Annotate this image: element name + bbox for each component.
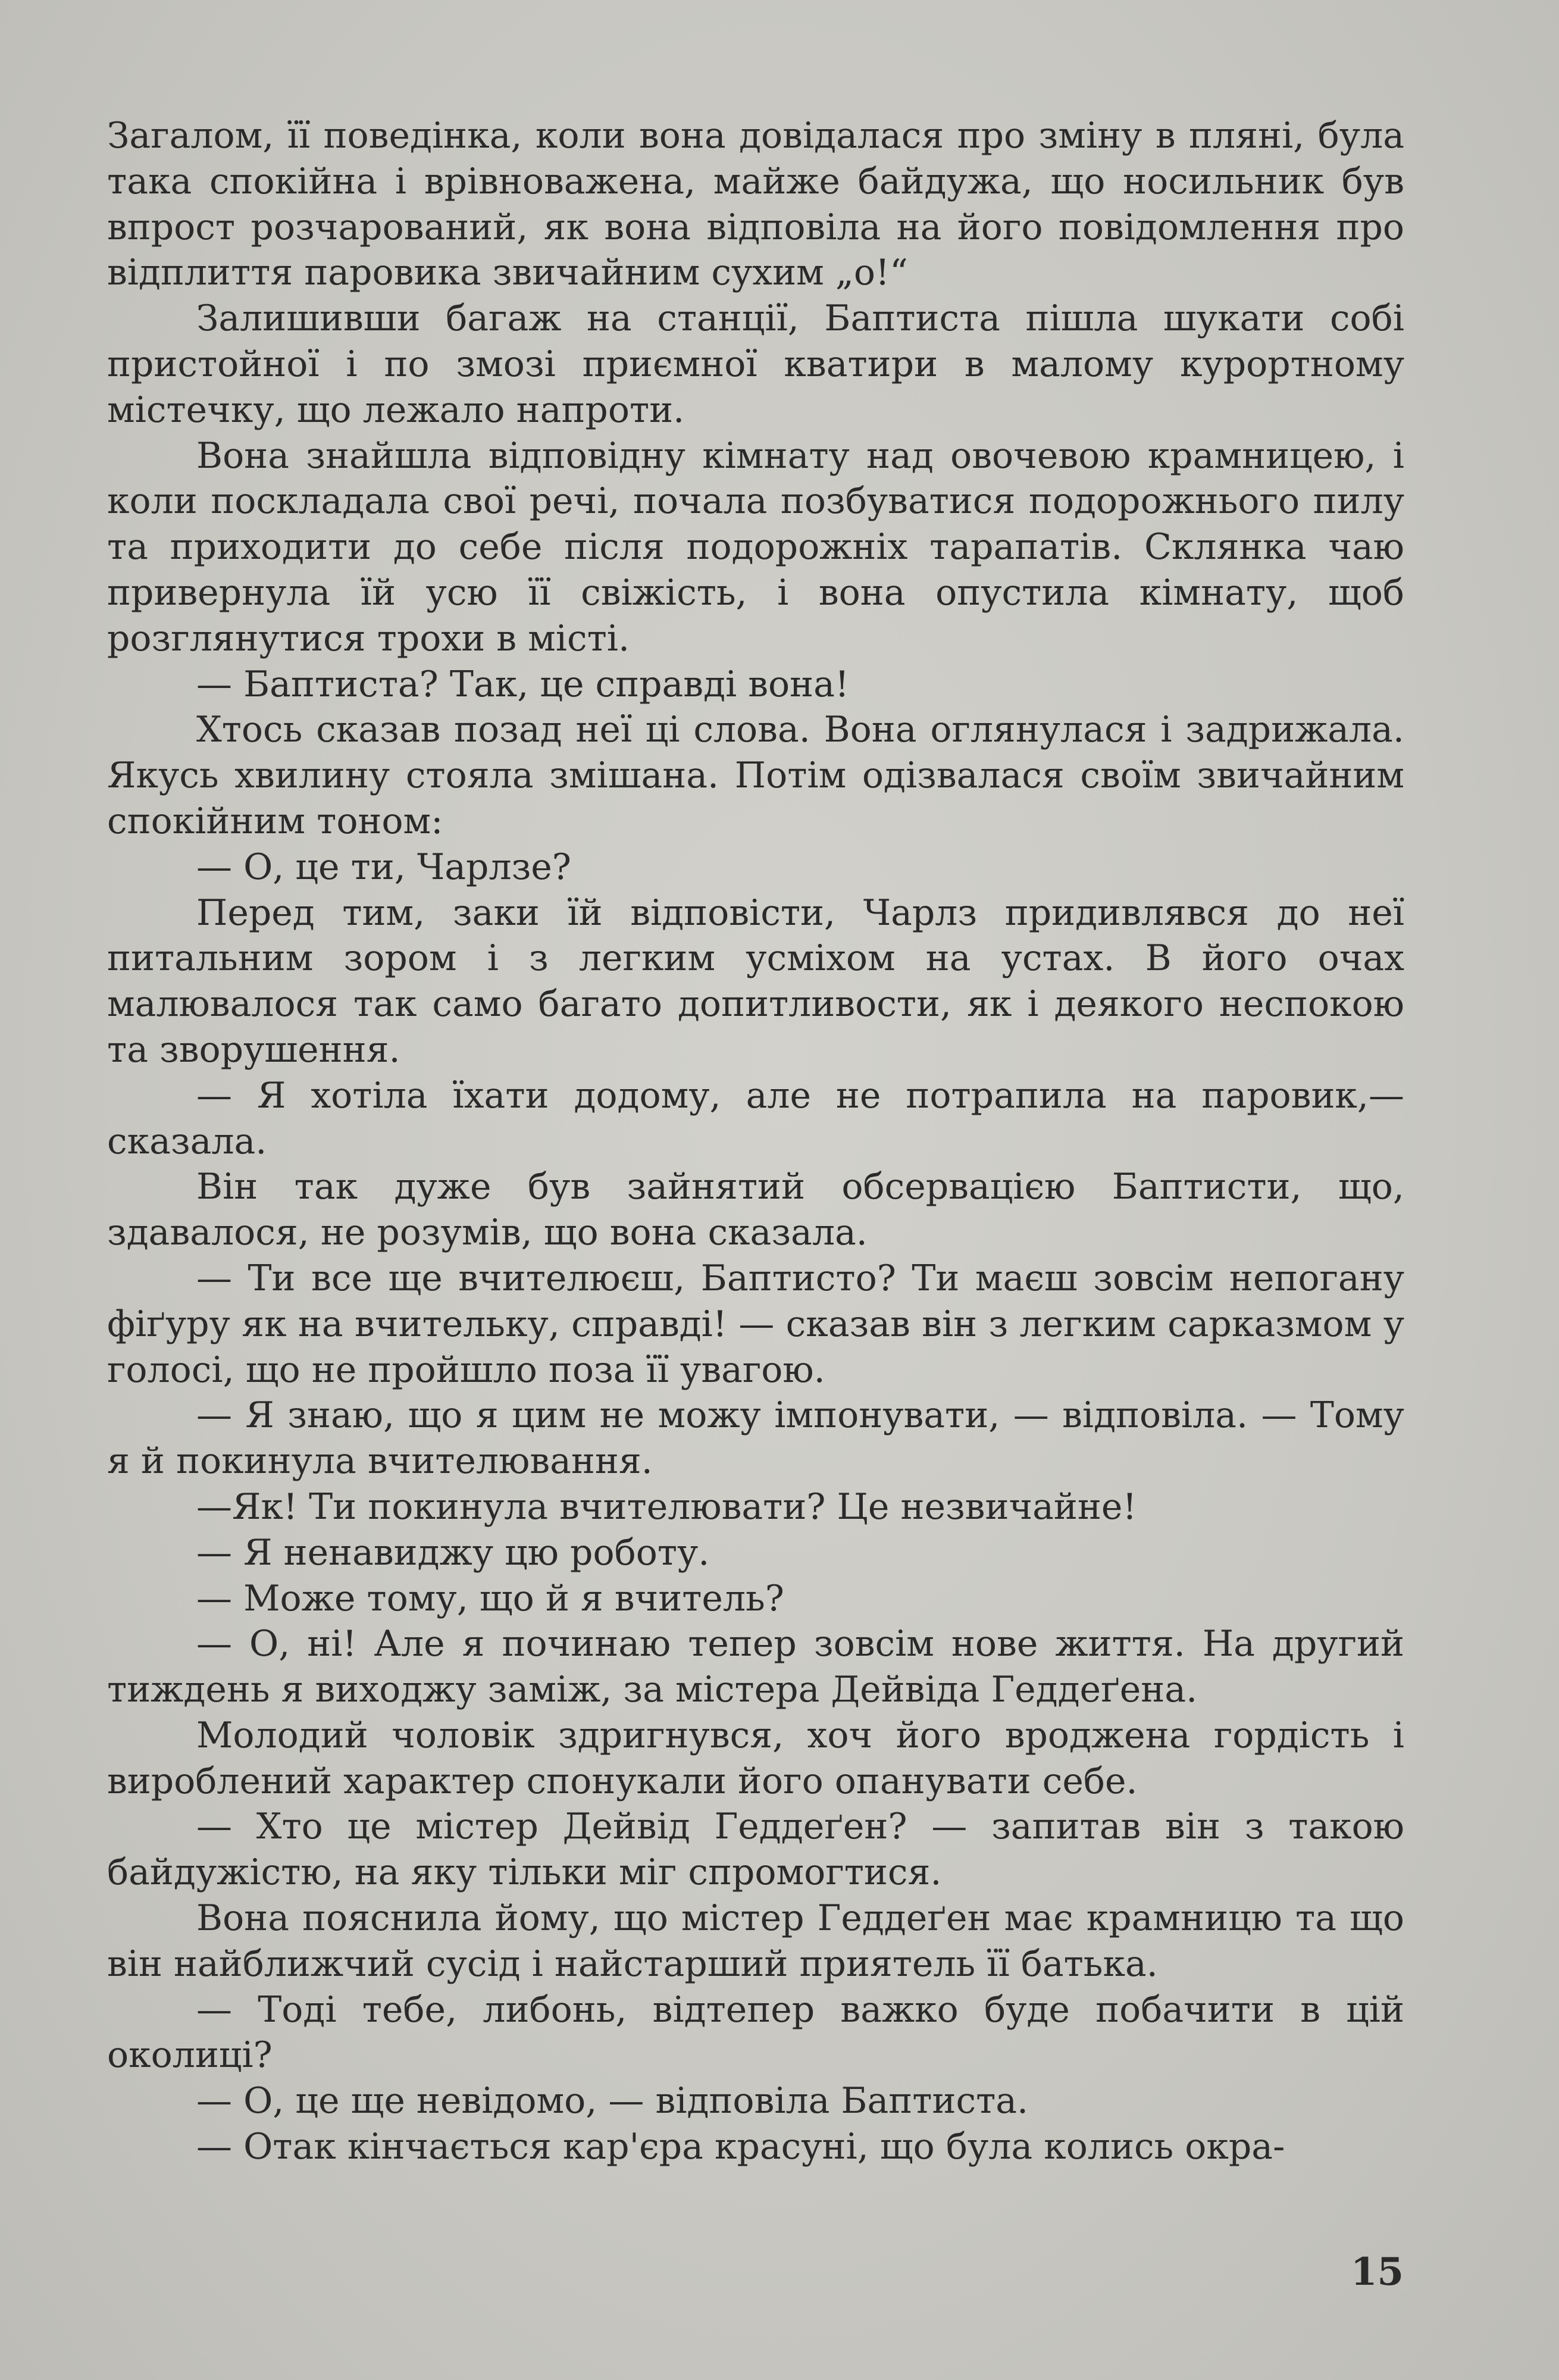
page-body-text	[107, 113, 1404, 2170]
paragraph: — О, ні! Але я починаю тепер зовсім нове життя. На другий тиждень я виходжу заміж, за містера Дейвіда Геддеґена.	[107, 1623, 1404, 1711]
paragraph: — Ти все ще вчителюєш, Баптисто? Ти маєш зовсім непогану фіґуру як на вчительку, справді! — сказав він з легким сарказмом у голосі, що не пройшло поза її увагою.	[107, 1257, 1404, 1391]
paragraph: — Я хотіла їхати додому, але не потрапила на паровик,— сказала.	[107, 1074, 1404, 1162]
page-number: 15	[1351, 2250, 1404, 2294]
paragraph: — Тоді тебе, либонь, відтепер важко буде побачити в цій околиці?	[107, 1988, 1404, 2076]
paragraph: — О, це ще невідомо, — відповіла Баптиста.	[196, 2080, 1029, 2122]
paragraph: — Отак кінчається кар'єра красуні, що була колись окра-	[196, 2126, 1285, 2168]
paragraph: —Як! Ти покинула вчителювати? Це незвичайне!	[196, 1485, 1137, 1528]
paragraph: — Може тому, що й я вчитель?	[196, 1577, 784, 1619]
paragraph: Загалом, її поведінка, коли вона довідалася про зміну в пляні, була така спокійна і врівноважена, майже байдужа, що носильник був впрост розчарований, як вона відповіла на його повідомлення про відплиття паровика звичайним сухим „о!“	[107, 115, 1404, 294]
paragraph: Залишивши багаж на станції, Баптиста пішла шукати собі пристойної і по змозі приємної кватири в малому курортному містечку, що лежало напроти.	[107, 298, 1404, 431]
paragraph: Вона пояснила йому, що містер Геддеґен має крамницю та що він найближчий сусід і найстарший приятель її батька.	[107, 1897, 1404, 1985]
paragraph: Хтось сказав позад неї ці слова. Вона оглянулася і задрижала. Якусь хвилину стояла змішана. Потім одізвалася своїм звичайним спокійним тоном:	[107, 709, 1404, 842]
paragraph: — Я знаю, що я цим не можу імпонувати, — відповіла. — Тому я й покинула вчителювання.	[107, 1394, 1404, 1483]
paragraph: Молодий чоловік здригнувся, хоч його вроджена гордість і вироблений характер спонукали його опанувати себе.	[107, 1714, 1404, 1802]
paragraph: — Баптиста? Так, це справді вона!	[196, 663, 850, 705]
paragraph: — Я ненавиджу цю роботу.	[196, 1531, 710, 1574]
paragraph: Перед тим, заки їй відповісти, Чарлз придивлявся до неї питальним зором і з легким усміхом на устах. В його очах малювалося так само багато допитливости, як і деякого неспокою та зворушення.	[107, 892, 1404, 1071]
paragraph: — Хто це містер Дейвід Геддеґен? — запитав він з такою байдужістю, на яку тільки міг спромогтися.	[107, 1806, 1404, 1894]
paragraph: Він так дуже був зайнятий обсервацією Баптисти, що, здавалося, не розумів, що вона сказала.	[107, 1166, 1404, 1254]
paragraph: Вона знайшла відповідну кімнату над овочевою крамницею, і коли поскладала свої речі, почала позбуватися подорожнього пилу та приходити до себе після подорожніх тарапатів. Склянка чаю привернула їй усю її свіжість, і вона опустила кімнату, щоб розглянутися трохи в місті.	[107, 434, 1404, 659]
paragraph: — О, це ти, Чарлзе?	[196, 846, 571, 888]
